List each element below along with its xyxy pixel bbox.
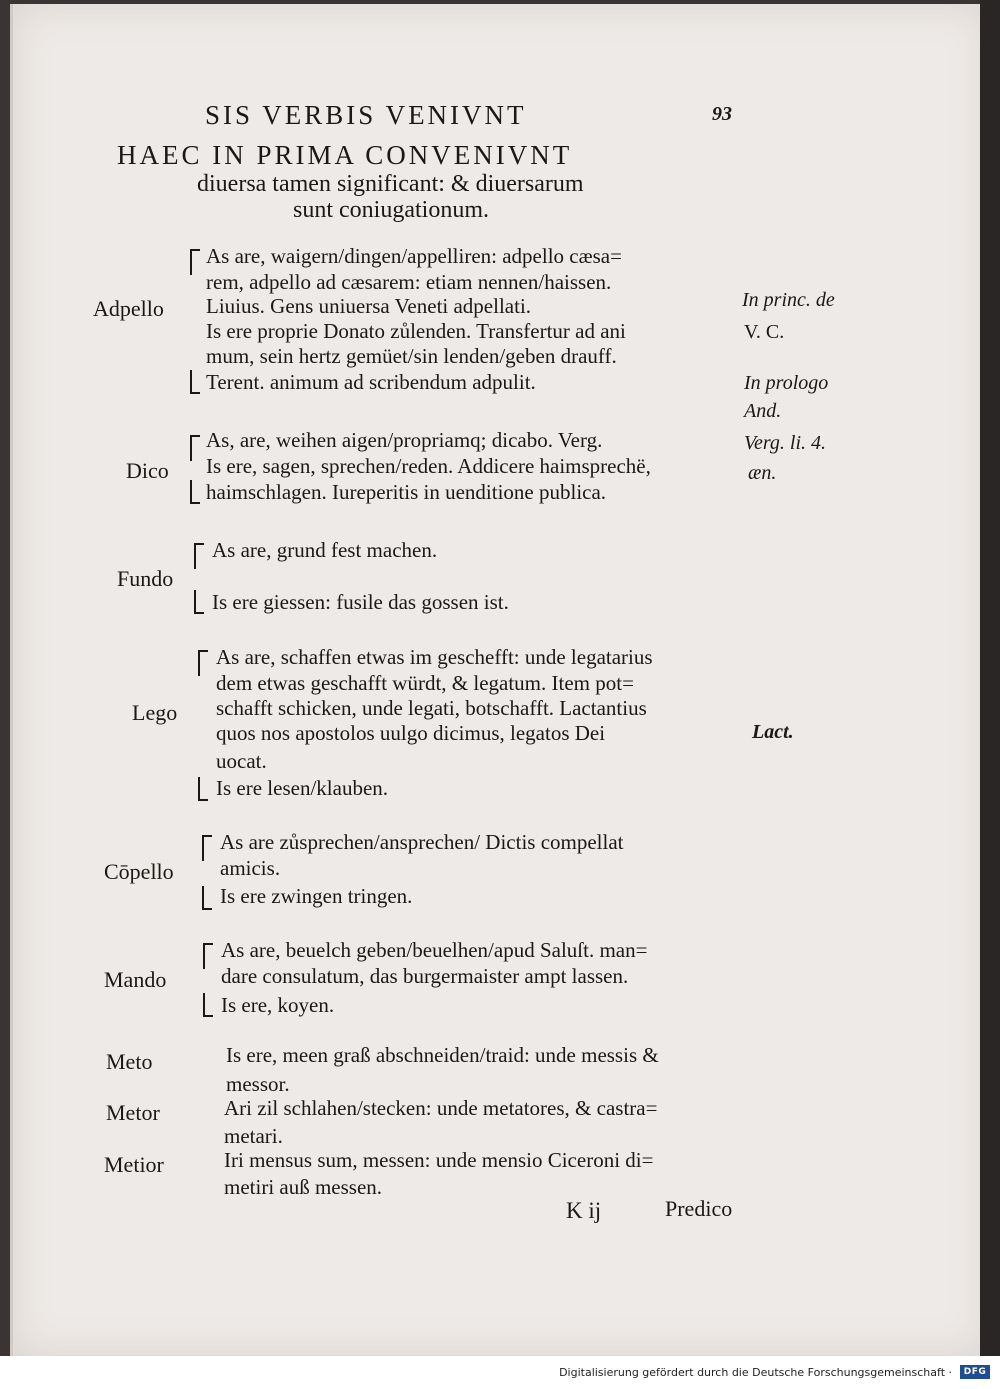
entry-line: metiri auß messen.: [224, 1175, 383, 1199]
entry-line: Is ere proprie Donato zůlenden. Transfertur ad ani: [206, 319, 626, 343]
brace-close: [190, 370, 200, 394]
entry-line: As are, grund fest machen.: [212, 538, 438, 562]
brace-open: [190, 435, 200, 461]
entry-line: Liuius. Gens uniuersa Veneti adpellati.: [206, 294, 532, 318]
entry-line: messor.: [226, 1072, 290, 1096]
entry-line: Is ere, meen graß abschneiden/traid: unde messis &: [226, 1043, 659, 1067]
headword-lego: Lego: [132, 700, 178, 725]
entry-line: Iri mensus sum, messen: unde mensio Ciceroni di=: [224, 1148, 654, 1172]
brace-close: [198, 777, 208, 801]
brace-open: [194, 543, 204, 569]
entry-line: Is ere zwingen tringen.: [220, 884, 413, 908]
headword-dico: Dico: [126, 458, 169, 483]
margin-note: Verg. li. 4.: [744, 432, 827, 454]
brace-close: [190, 480, 200, 504]
section-heading: HAEC IN PRIMA CONVENIVNT: [117, 140, 573, 170]
margin-note: And.: [744, 400, 782, 422]
brace-close: [202, 886, 212, 910]
margin-note: V. C.: [744, 321, 785, 343]
book-edge: [980, 0, 1000, 1356]
entry-line: Ari zil schlahen/stecken: unde metatores, & castra=: [224, 1096, 658, 1120]
running-head-title: SIS VERBIS VENIVNT: [205, 100, 527, 130]
entry-line: Is ere, koyen.: [221, 993, 335, 1017]
headword-metor: Metor: [106, 1100, 160, 1125]
entry-line: rem, adpello ad cæsarem: etiam nennen/haissen.: [206, 270, 612, 294]
dfg-logo-icon: DFG: [960, 1365, 990, 1379]
margin-note: æn.: [748, 462, 777, 484]
entry-line: As are, waigern/dingen/appelliren: adpello cæsa=: [206, 244, 622, 268]
signature-mark: K ij: [566, 1198, 602, 1223]
entry-line: dare consulatum, das burgermaister ampt lassen.: [221, 964, 629, 988]
entry-line: mum, sein hertz gemüet/sin lenden/geben drauff.: [206, 344, 617, 368]
brace-open: [203, 943, 213, 969]
entry-line: As are, beuelch geben/beuelhen/apud Saluſt. man=: [221, 938, 648, 962]
entry-line: dem etwas geschafft würdt, & legatum. Item pot=: [216, 671, 634, 695]
headword-fundo: Fundo: [117, 566, 174, 591]
entry-line: haimschlagen. Iureperitis in uenditione publica.: [206, 480, 607, 504]
headword-adpello: Adpello: [93, 296, 164, 321]
headword-meto: Meto: [106, 1049, 153, 1074]
entry-line: quos nos apostolos uulgo dicimus, legatos Dei: [216, 721, 606, 745]
funding-credit: Digitalisierung gefördert durch die Deutsche Forschungsgemeinschaft ·: [559, 1366, 952, 1379]
entry-line: Terent. animum ad scribendum adpulit.: [206, 370, 536, 394]
catchword: Predico: [665, 1196, 733, 1221]
entry-line: amicis.: [220, 856, 281, 880]
headword-mando: Mando: [104, 967, 167, 992]
margin-note: Lact.: [752, 721, 794, 743]
margin-note: In prologo: [744, 372, 829, 394]
entry-line: uocat.: [216, 749, 267, 773]
brace-open: [190, 249, 200, 275]
entry-line: As are zůsprechen/ansprechen/ Dictis compellat: [220, 830, 624, 854]
entry-line: As, are, weihen aigen/propriamq; dicabo. Verg.: [206, 428, 603, 452]
entry-line: schafft schicken, unde legati, botschafft. Lactantius: [216, 696, 647, 720]
section-subheading-1: diuersa tamen significant: & diuersarum: [197, 171, 584, 197]
brace-open: [202, 835, 212, 861]
headword-copello: Cōpello: [104, 859, 174, 884]
headword-metior: Metior: [104, 1152, 164, 1177]
folio-number: 93: [712, 103, 732, 125]
brace-open: [198, 650, 208, 676]
section-subheading-2: sunt coniugationum.: [293, 197, 489, 223]
entry-line: Is ere, sagen, sprechen/reden. Addicere haimsprechë,: [206, 454, 651, 478]
entry-line: Is ere lesen/klauben.: [216, 776, 389, 800]
brace-close: [194, 590, 204, 614]
entry-line: As are, schaffen etwas im geschefft: unde legatarius: [216, 645, 653, 669]
margin-note: In princ. de: [742, 289, 835, 311]
entry-line: metari.: [224, 1124, 283, 1148]
brace-close: [203, 993, 213, 1017]
entry-line: Is ere giessen: fusile das gossen ist.: [212, 590, 509, 614]
